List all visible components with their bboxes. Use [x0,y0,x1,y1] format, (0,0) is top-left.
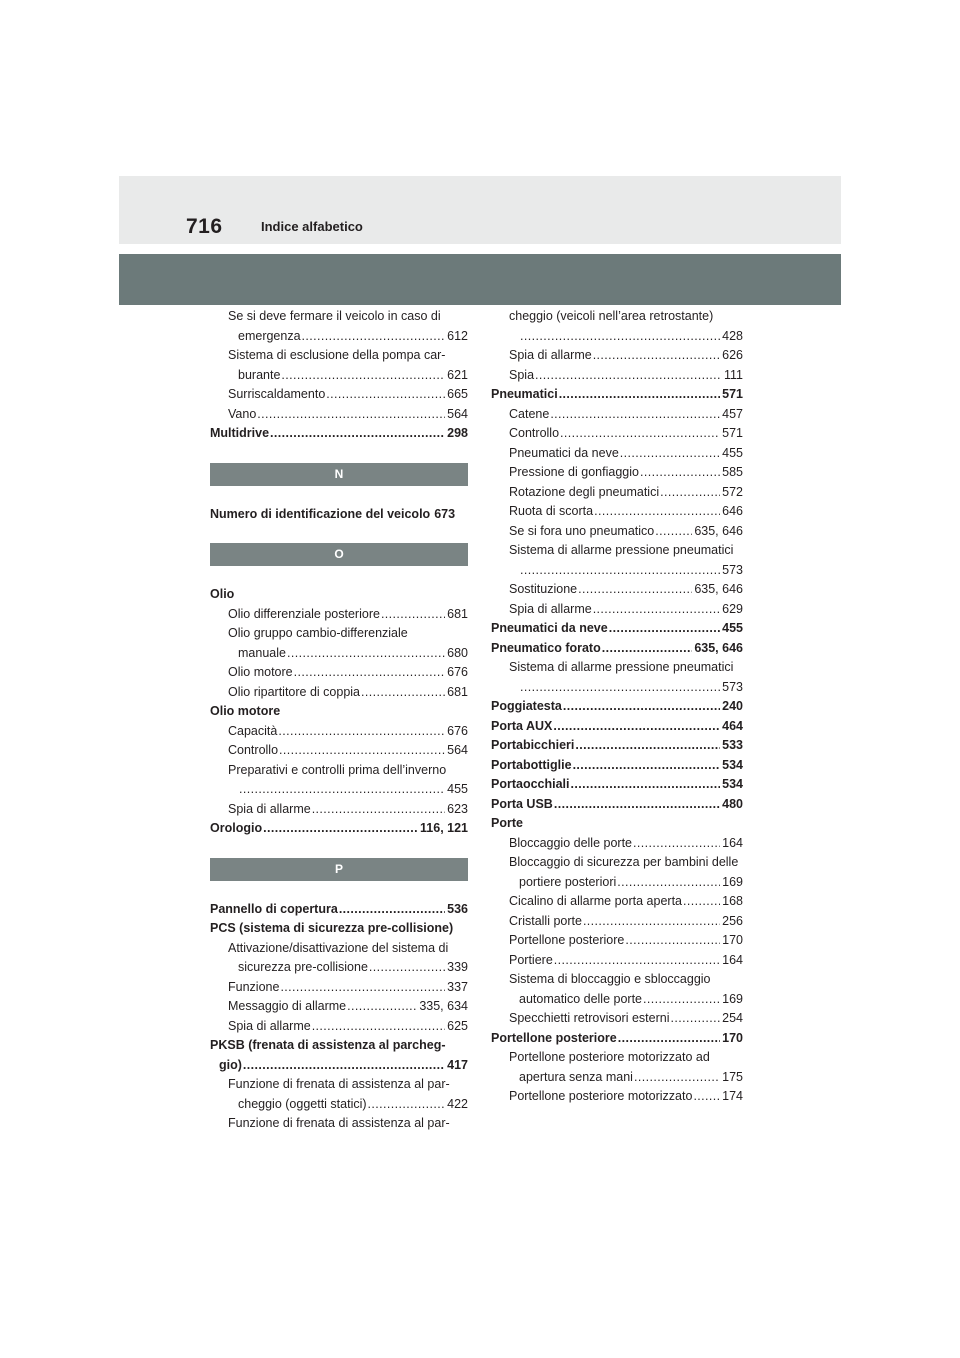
index-term: Vano [228,406,257,421]
index-term: Sostituzione [509,582,578,596]
index-entry [210,327,468,347]
index-line: Sistema di esclusione della pompa car- [228,348,446,362]
dot-leader [683,892,720,912]
index-term: Multidrive [210,426,270,440]
dot-leader [554,795,720,815]
index-term: apertura senza mani [519,1069,633,1084]
dot-leader [571,775,721,795]
page-header [119,176,841,244]
index-line: Attivazione/disattivazione del sistema di [228,940,449,955]
index-entry [210,605,468,625]
page-ref: 676 [447,723,468,738]
page-ref: 455 [722,445,743,460]
page-ref: 428 [722,328,743,343]
index-entry [491,951,743,971]
index-entry [210,1095,468,1115]
index-term: sicurezza pre-collisione [238,960,368,974]
index-entry [210,405,468,425]
index-entry [491,346,743,366]
index-entry [210,385,468,405]
page-ref: 536 [447,901,468,916]
dot-leader [287,644,445,664]
index-entry [491,483,743,503]
dot-leader [520,327,720,347]
dot-leader [347,997,417,1017]
page-ref: 635, 646 [694,582,743,596]
index-entry [491,385,743,405]
index-entry [491,600,743,620]
dot-leader [633,834,720,854]
dot-leader [617,873,720,893]
index-entry [210,1056,468,1076]
dot-leader [643,990,720,1010]
index-entry [491,639,743,659]
page-ref: 111 [723,367,743,382]
page-ref: 612 [447,328,468,343]
index-term: Porta USB [491,796,553,811]
dot-leader [279,741,445,761]
index-entry [491,736,743,756]
index-entry [210,741,468,761]
index-entry [210,997,468,1017]
dot-leader [693,1087,720,1107]
index-term: Capacità [228,723,278,738]
page-ref: 572 [722,484,743,499]
dot-leader [670,1009,720,1029]
index-entry [491,1068,743,1088]
index-term: Messaggio di allarme [228,999,347,1013]
page-ref: 646 [722,504,743,518]
index-entry [491,561,743,581]
index-term: Spia di allarme [228,801,311,816]
page-ref: 455 [447,782,468,796]
dot-leader [594,502,720,522]
dot-leader [520,678,720,698]
page-ref: 625 [447,1018,468,1033]
index-entry [491,366,743,386]
dot-leader [361,683,445,703]
index-term: Ruota di scorta [509,504,594,518]
index-line: Sistema di allarme pressione pneumatici [509,543,734,557]
index-term: Pneumatici da neve [491,621,608,635]
index-term: Surriscaldamento [228,387,326,401]
index-entry [491,502,743,522]
index-term: Portellone posteriore [491,1030,617,1045]
page-ref: 585 [722,465,743,479]
index-entry [210,366,468,386]
page-ref: 240 [722,699,743,713]
index-term: Porta AUX [491,718,553,733]
page-ref: 564 [447,743,468,757]
index-entry [210,958,468,978]
index-term: Spia [509,367,535,382]
page-ref: 564 [447,406,468,421]
page-ref: 256 [722,913,743,928]
index-term: Se si fora uno pneumatico [509,523,655,538]
dot-leader [239,780,445,800]
dot-leader [550,405,720,425]
index-term: Spia di allarme [228,1018,311,1033]
section-letter-o: O [210,543,468,566]
dot-leader [326,385,445,405]
page-ref: 168 [722,894,743,908]
dot-leader [620,444,720,464]
page-ref: 175 [722,1069,743,1084]
index-line: Sistema di bloccaggio e sbloccaggio [509,972,711,986]
index-entry [491,873,743,893]
dot-leader [381,605,445,625]
dot-leader [553,717,720,737]
index-entry [491,697,743,717]
dot-leader [560,424,720,444]
page-ref: 621 [447,367,468,382]
page-ref: 573 [722,679,743,694]
dot-leader [634,1068,720,1088]
dot-leader [559,385,720,405]
dot-leader [618,1029,720,1049]
page-ref: 629 [722,601,743,616]
dot-leader [593,346,720,366]
index-term: Pannello di copertura [210,901,338,916]
index-line: Olio [210,587,235,601]
dot-leader [339,900,445,920]
dot-leader [660,483,720,503]
index-line: Portellone posteriore motorizzato ad [509,1050,710,1064]
page-ref: 681 [447,606,468,621]
index-entry [491,795,743,815]
page-ref: 534 [722,777,743,791]
page-number: 716 [186,215,223,238]
dot-leader [640,463,720,483]
dot-leader [573,756,721,776]
index-entry [491,444,743,464]
page-ref: 680 [447,645,468,660]
page-ref: 533 [722,738,743,752]
index-line: Olio motore [210,704,281,718]
page-ref: 635, 646 [694,523,743,538]
dot-leader [369,958,445,978]
index-entry [210,819,468,839]
page-ref: 626 [722,348,743,362]
dot-leader [312,1017,445,1037]
index-term: Portiere [509,952,553,967]
index-entry [491,892,743,912]
page-ref: 174 [722,1089,743,1103]
index-term: Cicalino di allarme porta aperta [509,894,683,908]
index-term: emergenza [238,328,301,343]
index-entry [210,900,468,920]
page-ref: 455 [722,621,743,635]
index-entry [491,717,743,737]
index-entry [491,931,743,951]
index-entry [491,1029,743,1049]
page-ref: 681 [447,684,468,699]
index-entry [491,619,743,639]
page-ref: 457 [722,406,743,421]
index-entry [491,424,743,444]
index-term: Numero di identificazione del veicolo [210,506,431,521]
index-line: Bloccaggio di sicurezza per bambini delle [509,855,739,869]
index-entry [210,683,468,703]
index-term: Specchietti retrovisori esterni [509,1011,670,1025]
index-entry [491,522,743,542]
index-entry [210,663,468,683]
page-ref: 170 [722,1030,743,1045]
index-term: manuale [238,645,286,660]
page-ref: 665 [447,387,468,401]
index-entry [491,834,743,854]
page-ref: 480 [722,796,743,811]
index-term: Controllo [228,743,279,757]
index-term: Olio differenziale posteriore [228,606,380,621]
page-ref: 422 [447,1096,468,1111]
page-ref: 534 [722,757,743,772]
index-term: Catene [509,406,550,421]
dot-leader [263,819,418,839]
index-term: gio) [219,1057,242,1072]
index-line: cheggio (veicoli nell’area retrostante) [509,309,714,323]
dot-leader [312,800,445,820]
page-ref: 169 [722,874,743,889]
dot-leader [257,405,445,425]
index-term: Pneumatici da neve [509,445,619,460]
page-ref: 571 [722,387,743,401]
page-ref: 673 [434,506,456,521]
index-term: Funzione [228,979,280,994]
index-column-right [491,307,743,1107]
dot-leader [368,1095,446,1115]
index-line: Funzione di frenata di assistenza al par- [228,1077,450,1091]
page-ref: 571 [722,426,743,440]
index-term: Olio motore [228,665,293,679]
index-term: automatico delle porte [519,991,642,1006]
index-entry [491,1087,743,1107]
page-ref: 116, 121 [420,821,468,835]
index-term: Controllo [509,426,560,440]
index-entry [491,990,743,1010]
index-entry [491,1009,743,1029]
section-title: Indice alfabetico [261,219,363,234]
index-entry [491,327,743,347]
index-entry [491,756,743,776]
index-term: Poggiatesta [491,699,562,713]
dot-leader [243,1056,445,1076]
index-term: cheggio (oggetti statici) [238,1096,367,1111]
index-entry [491,912,743,932]
page-ref: 417 [447,1057,468,1072]
index-line: PKSB (frenata di assistenza al parcheg- [210,1038,446,1052]
index-term: Olio ripartitore di coppia [228,684,361,699]
section-letter-p: P [210,858,468,881]
page-ref: 573 [722,562,743,577]
dot-leader [520,561,720,581]
page-ref: 164 [722,952,743,967]
index-term: Spia di allarme [509,348,592,362]
index-term: Portaocchiali [491,777,570,791]
dot-leader [602,639,693,659]
dot-leader [655,522,692,542]
dot-leader [281,366,445,386]
page-ref: 169 [722,991,743,1006]
page-ref: 339 [447,960,468,974]
index-entry [491,678,743,698]
page-ref: 335, 634 [419,999,468,1013]
dot-leader [609,619,720,639]
dot-leader [270,424,445,444]
index-entry [210,424,468,444]
index-entry [210,978,468,998]
dot-leader [278,722,445,742]
index-term: Bloccaggio delle porte [509,835,632,850]
page-ref: 298 [447,426,468,440]
dot-leader [294,663,446,683]
index-term: Pneumatico forato [491,640,601,655]
index-column-left [210,307,468,1134]
dot-leader [578,580,692,600]
index-term: burante [238,367,281,382]
index-term: Portellone posteriore [509,933,625,947]
dot-leader [535,366,722,386]
dot-leader [554,951,720,971]
index-entry [210,644,468,664]
index-term: Portellone posteriore motorizzato [509,1089,693,1103]
index-entry [210,722,468,742]
page-ref: 623 [447,801,468,816]
page-ref: 635, 646 [694,640,743,655]
index-line: Olio gruppo cambio-differenziale [228,626,408,640]
index-term: Portabottiglie [491,757,572,772]
page-ref: 464 [722,718,743,733]
index-entry [210,1017,468,1037]
index-line: Porte [491,816,523,830]
index-entry [491,463,743,483]
section-letter-n: N [210,463,468,486]
index-term: Pressione di gonfiaggio [509,465,639,479]
page-ref: 254 [722,1011,743,1025]
dot-leader [563,697,720,717]
index-line: PCS (sistema di sicurezza pre-collisione) [210,921,454,935]
index-line: Se si deve fermare il veicolo in caso di [228,309,441,323]
dot-leader [625,931,720,951]
index-term: Portabicchieri [491,738,575,752]
page-ref: 337 [447,979,468,994]
index-entry [210,800,468,820]
dot-leader [583,912,720,932]
index-line: Preparativi e controlli prima dell’inverno [228,762,447,777]
index-term: Pneumatici [491,387,558,401]
page-ref: 164 [722,835,743,850]
header-band [119,254,841,305]
dot-leader [280,978,445,998]
index-term: Cristalli porte [509,913,582,928]
index-entry [491,580,743,600]
index-line: Funzione di frenata di assistenza al par- [228,1116,450,1130]
index-term: portiere posteriori [519,874,617,889]
page-ref: 676 [447,665,468,679]
index-line: Sistema di allarme pressione pneumatici [509,660,734,674]
index-entry [210,505,468,525]
dot-leader [575,736,720,756]
dot-leader [593,600,720,620]
page-ref: 170 [722,933,743,947]
dot-leader [302,327,446,347]
index-entry [491,405,743,425]
index-term: Orologio [210,821,263,835]
index-term: Spia di allarme [509,601,592,616]
index-term: Rotazione degli pneumatici [509,484,660,499]
index-entry [491,775,743,795]
index-entry [210,780,468,800]
